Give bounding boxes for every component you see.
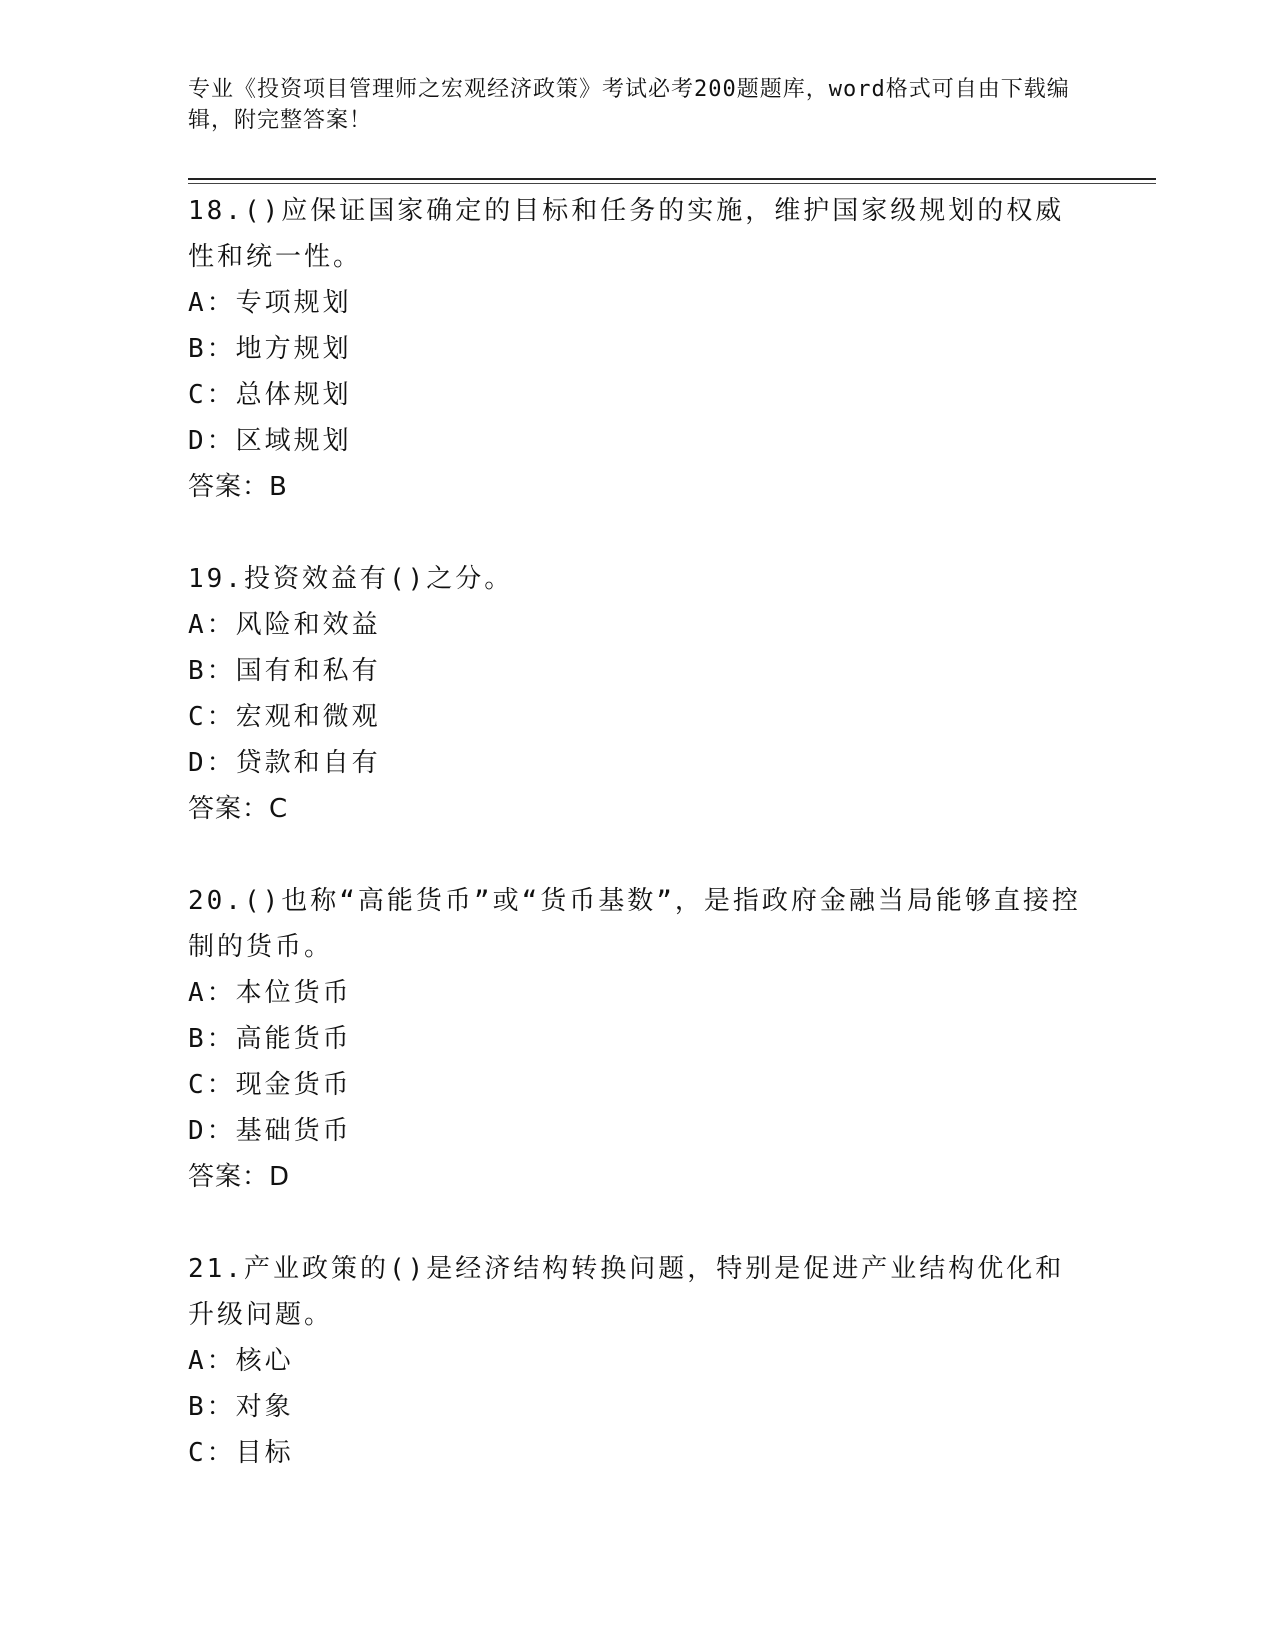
question-stem: 19.投资效益有()之分。 bbox=[188, 564, 514, 594]
option-d: D：贷款和自有 bbox=[188, 748, 381, 778]
option-c: C：目标 bbox=[188, 1438, 294, 1468]
question-19 bbox=[188, 556, 1088, 832]
header-divider-thin bbox=[188, 183, 1156, 184]
question-stem: 21.产业政策的()是经济结构转换问题，特别是促进产业结构优化和升级问题。 bbox=[188, 1254, 1065, 1330]
option-c: C：总体规划 bbox=[188, 380, 352, 410]
option-b: B：对象 bbox=[188, 1392, 294, 1422]
question-list bbox=[188, 188, 1088, 1522]
option-d: D：基础货币 bbox=[188, 1116, 352, 1146]
option-d: D：区域规划 bbox=[188, 426, 352, 456]
header-divider bbox=[188, 178, 1156, 180]
option-a: A：风险和效益 bbox=[188, 610, 381, 640]
option-a: A：本位货币 bbox=[188, 978, 352, 1008]
question-20 bbox=[188, 878, 1088, 1200]
option-c: C：现金货币 bbox=[188, 1070, 352, 1100]
question-stem: 20.()也称“高能货币”或“货币基数”，是指政府金融当局能够直接控制的货币。 bbox=[188, 886, 1081, 962]
option-b: B：地方规划 bbox=[188, 334, 352, 364]
header-note: 专业《投资项目管理师之宏观经济政策》考试必考200题题库，word格式可自由下载编辑，附完整答案！ bbox=[188, 77, 1070, 133]
answer: 答案：B bbox=[188, 472, 288, 502]
answer: 答案：C bbox=[188, 794, 289, 824]
option-a: A：专项规划 bbox=[188, 288, 352, 318]
question-18 bbox=[188, 188, 1088, 510]
option-c: C：宏观和微观 bbox=[188, 702, 381, 732]
option-b: B：高能货币 bbox=[188, 1024, 352, 1054]
option-b: B：国有和私有 bbox=[188, 656, 381, 686]
answer: 答案：D bbox=[188, 1162, 291, 1192]
option-a: A：核心 bbox=[188, 1346, 294, 1376]
question-stem: 18.()应保证国家确定的目标和任务的实施，维护国家级规划的权威性和统一性。 bbox=[188, 196, 1065, 272]
question-21 bbox=[188, 1246, 1088, 1476]
